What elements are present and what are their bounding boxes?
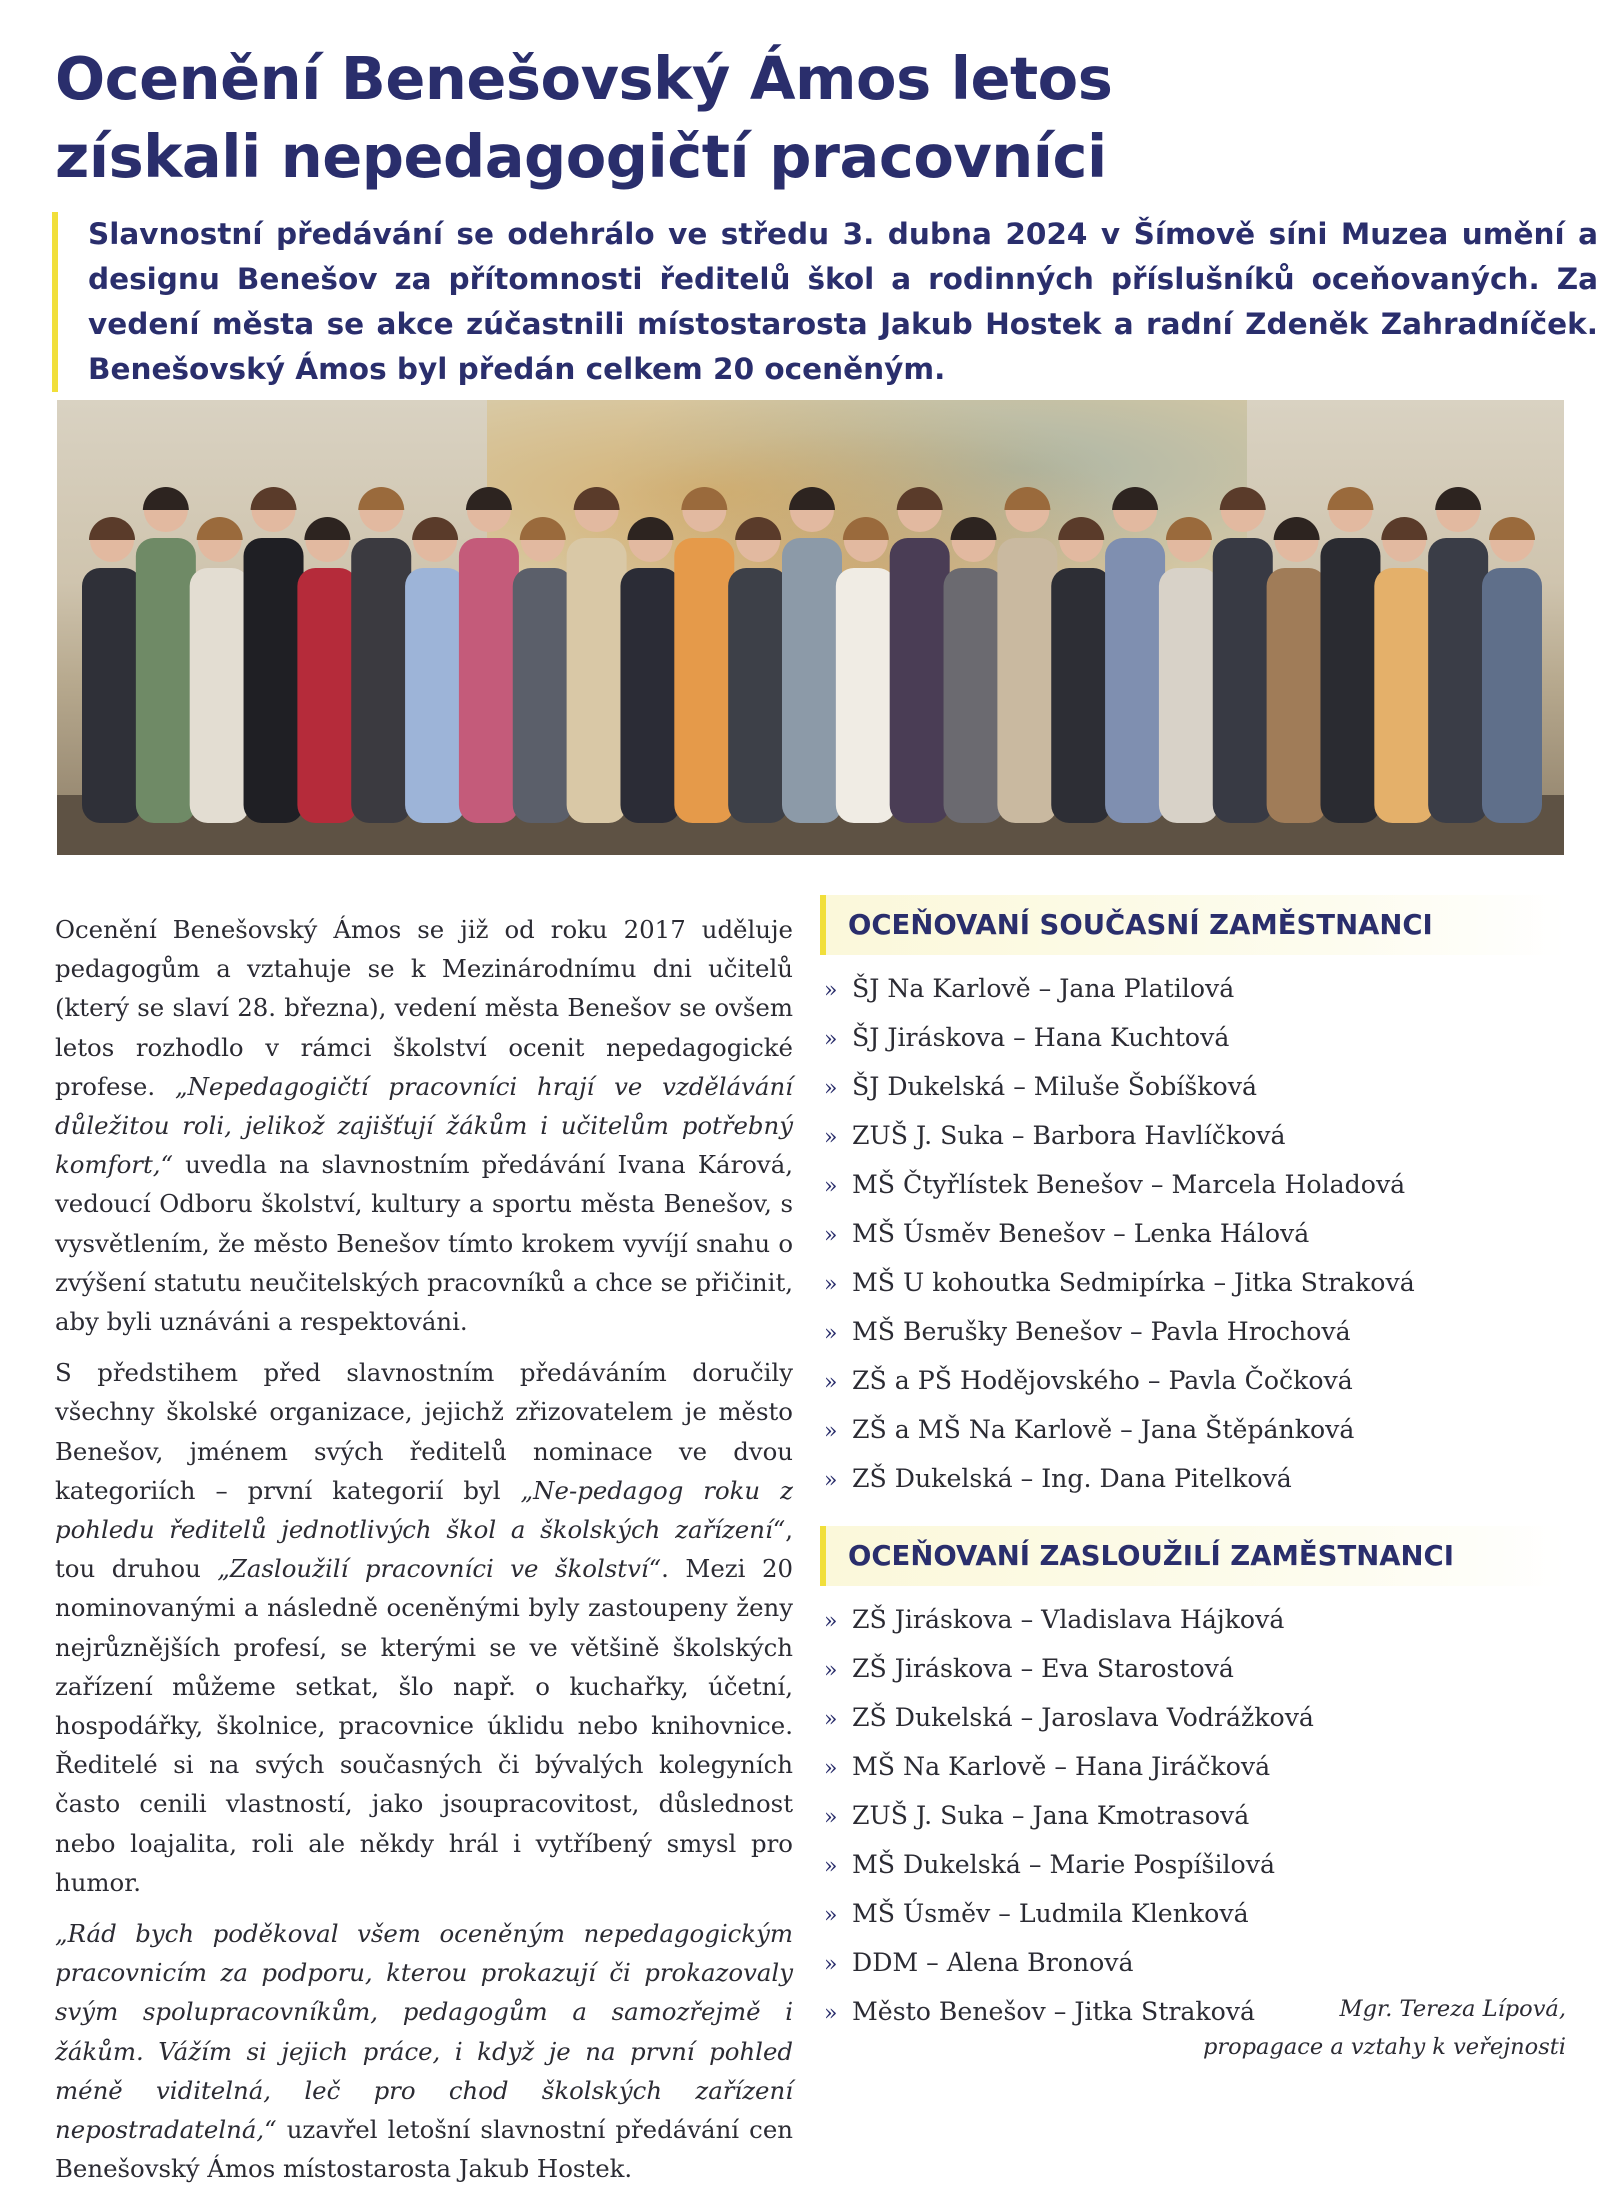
merit-employee-item-label: ZŠ Jiráskova – Vladislava Hájková — [852, 1605, 1285, 1634]
current-employee-item — [820, 1112, 1565, 1161]
merit-employee-item — [820, 1939, 1565, 1988]
p1-text-a: Ocenění Benešovský Ámos se již od roku 2017 uděluje pedagogům a vztahuje se k Mezinárodnímu dni učitelů (který se slaví 28. března), vedení města Benešov se ovšem letos rozhodlo v rámci školství ocenit nepedagogické profese. — [55, 915, 793, 1101]
merit-employee-item-label: DDM – Alena Bronová — [852, 1948, 1134, 1977]
current-employee-item-label: MŠ Berušky Benešov – Pavla Hrochová — [852, 1317, 1351, 1346]
current-employee-item-label: MŠ U kohoutka Sedmipírka – Jitka Straková — [852, 1268, 1415, 1297]
p2-text-a: S předstihem před slavnostním předáváním doručily všechny školské organizace, jejichž zřizovatelem je město Benešov, jménem svých ředitelů nominace ve dvou kategoriích – první kategorií byl — [55, 1358, 793, 1505]
current-employee-item — [820, 1308, 1565, 1357]
merit-employee-item-label: ZŠ Dukelská – Jaroslava Vodrážková — [852, 1703, 1314, 1732]
current-employees-list — [820, 965, 1565, 1504]
bullet-icon: » — [824, 1468, 838, 1493]
merit-employee-item — [820, 1792, 1565, 1841]
bullet-icon: » — [824, 1321, 838, 1346]
merit-employee-item-label: MŠ Dukelská – Marie Pospíšilová — [852, 1850, 1275, 1879]
current-employee-item — [820, 1406, 1565, 1455]
merit-employee-item — [820, 1841, 1565, 1890]
current-employee-item — [820, 1161, 1565, 1210]
merit-employee-item-label: ZŠ Jiráskova – Eva Starostová — [852, 1654, 1234, 1683]
p2-text-c: . Mezi 20 nominovanými a následně oceněnými byly zastoupeny ženy nejrůznějších profesí, se kterými se ve většině školských zařízení můžeme setkat, šlo např. o kuchařky, účetní, hospodářky, školnice, pracovnice úklidu nebo knihovnice. Ředitelé si na svých současných či bývalých kolegyních často cenili vlastností, jako jsoupracovitost, důslednost nebo loajalita, roli ale někdy hrál i vytříbený smysl pro humor. — [55, 1554, 793, 1897]
title-line-1: Ocenění Benešovský Ámos letos — [55, 44, 1113, 113]
bullet-icon: » — [824, 1609, 838, 1634]
author-signature — [1203, 1990, 1566, 2066]
current-employee-item — [820, 1455, 1565, 1504]
current-employee-item-label: MŠ Úsměv Benešov – Lenka Hálová — [852, 1219, 1310, 1248]
current-employee-item — [820, 1259, 1565, 1308]
bullet-icon: » — [824, 1272, 838, 1297]
author-role: propagace a vztahy k veřejnosti — [1202, 2034, 1566, 2060]
current-employee-item — [820, 1063, 1565, 1112]
merit-employee-item — [820, 1743, 1565, 1792]
current-employee-item — [820, 1357, 1565, 1406]
body-paragraph-3 — [55, 1914, 793, 2188]
merit-employee-item — [820, 1694, 1565, 1743]
merit-employee-item-label: MŠ Úsměv – Ludmila Klenková — [852, 1899, 1249, 1928]
current-employee-item-label: ŠJ Dukelská – Miluše Šobíšková — [852, 1072, 1257, 1101]
current-employee-item-label: ŠJ Jiráskova – Hana Kuchtová — [852, 1023, 1230, 1052]
current-employee-item-label: MŠ Čtyřlístek Benešov – Marcela Holadová — [852, 1170, 1406, 1199]
p2-category-1: „Ne-pedagog roku z pohledu ředitelů jednotlivých škol a školských zařízení“ — [55, 1475, 793, 1545]
bullet-icon: » — [824, 2001, 838, 2026]
merit-employee-item — [820, 1890, 1565, 1939]
bullet-icon: » — [824, 1223, 838, 1248]
bullet-icon: » — [824, 1027, 838, 1052]
p3-quote: „Rád bych poděkoval všem oceněným nepedagogickým pracovnicím za podporu, kterou prokazují či prokazovaly svým spolupracovníkům, pedagogům a samozřejmě i žákům. Vážím si jejich práce, i když je na první pohled méně viditelná, leč pro chod školských zařízení nepostradatelná,“ — [55, 1919, 793, 2145]
bullet-icon: » — [824, 1419, 838, 1444]
bullet-icon: » — [824, 1952, 838, 1977]
group-photo-figures — [57, 400, 1564, 855]
merit-employee-item-label: MŠ Na Karlově – Hana Jiráčková — [852, 1752, 1271, 1781]
current-employee-item-label: ZŠ Dukelská – Ing. Dana Pitelková — [852, 1464, 1292, 1493]
p3-text-b: uzavřel letošní slavnostní předávání cen Benešovský Ámos místostarosta Jakub Hostek. — [55, 2115, 793, 2184]
bullet-icon: » — [824, 1707, 838, 1732]
merit-employees-heading: OCEŇOVANÍ ZASLOUŽILÍ ZAMĚSTNANCI — [820, 1526, 1565, 1586]
bullet-icon: » — [824, 1658, 838, 1683]
article-title — [55, 40, 1575, 196]
current-employee-item — [820, 965, 1565, 1014]
lead-text: Slavnostní předávání se odehrálo ve středu 3. dubna 2024 v Šímově síni Muzea umění a designu Benešov za přítomnosti ředitelů škol a rodinných příslušníků oceňovaných. Za vedení města se akce zúčastnili místostarosta Jakub Hostek a radní Zdeněk Zahradníček. Benešovský Ámos byl předán celkem 20 oceněným. — [88, 217, 1598, 386]
current-employee-item-label: ZŠ a MŠ Na Karlově – Jana Štěpánková — [852, 1415, 1355, 1444]
bullet-icon: » — [824, 1174, 838, 1199]
p2-category-2: „Zasloužilí pracovníci ve školství“ — [217, 1554, 662, 1584]
awardees-sidebar — [820, 895, 1565, 2059]
p2-text-b: , tou druhou — [55, 1515, 793, 1584]
bullet-icon: » — [824, 1903, 838, 1928]
bullet-icon: » — [824, 978, 838, 1003]
lead-paragraph — [52, 212, 1598, 392]
bullet-icon: » — [824, 1756, 838, 1781]
body-paragraph-1 — [55, 910, 793, 1341]
bullet-icon: » — [824, 1854, 838, 1879]
bullet-icon: » — [824, 1125, 838, 1150]
p1-text-b: uvedla na slavnostním předávání Ivana Kárová, vedoucí Odboru školství, kultury a sportu města Benešov, s vysvětlením, že město Benešov tímto krokem vyvíjí snahu o zvýšení statutu neučitelských pracovníků a chce se přičinit, aby byli uznáváni a respektováni. — [55, 1150, 793, 1337]
author-name: Mgr. Tereza Lípová, — [1339, 1996, 1566, 2022]
bullet-icon: » — [824, 1076, 838, 1101]
merit-employees-list — [820, 1596, 1565, 2037]
merit-employee-item-label: Město Benešov – Jitka Straková — [852, 1997, 1256, 2026]
current-employee-item — [820, 1210, 1565, 1259]
current-employee-item-label: ZŠ a PŠ Hodějovského – Pavla Čočková — [852, 1366, 1353, 1395]
p1-quote: „Nepedagogičtí pracovníci hrají ve vzdělávání důležitou roli, jelikož zajišťují žákům i učitelům potřebný komfort,“ — [55, 1071, 793, 1180]
merit-employee-item-label: ZUŠ J. Suka – Jana Kmotrasová — [852, 1801, 1250, 1830]
current-employees-heading: OCEŇOVANÍ SOUČASNÍ ZAMĚSTNANCI — [820, 895, 1565, 955]
current-employee-item-label: ŠJ Na Karlově – Jana Platilová — [852, 974, 1235, 1003]
current-employee-item — [820, 1014, 1565, 1063]
merit-employee-item — [820, 1596, 1565, 1645]
merit-employee-item — [820, 1645, 1565, 1694]
body-paragraph-2 — [55, 1353, 793, 1902]
article-body — [55, 910, 793, 2201]
current-employee-item-label: ZUŠ J. Suka – Barbora Havlíčková — [852, 1121, 1286, 1150]
group-photo — [57, 400, 1564, 855]
title-line-2: získali nepedagogičtí pracovníci — [55, 122, 1107, 191]
bullet-icon: » — [824, 1370, 838, 1395]
bullet-icon: » — [824, 1805, 838, 1830]
